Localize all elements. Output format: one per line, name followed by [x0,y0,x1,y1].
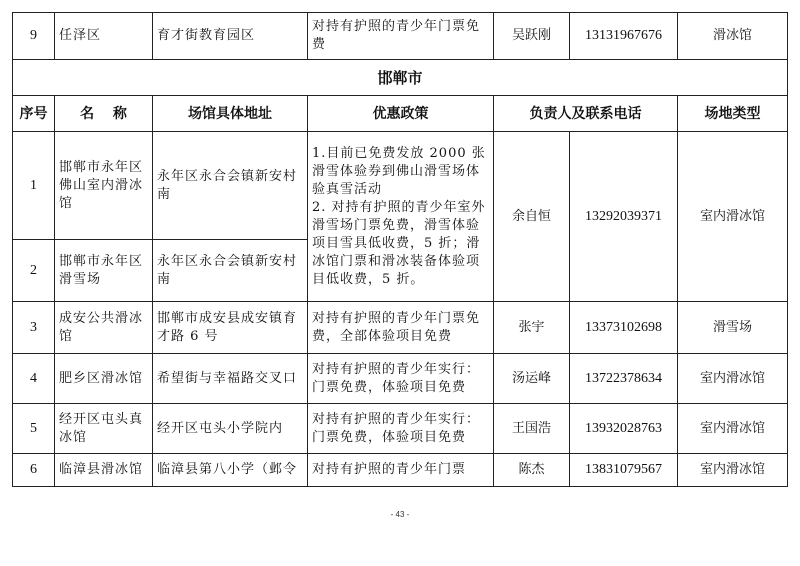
contact-person: 张宇 [494,302,570,354]
table-row [13,132,788,240]
table-row [13,302,788,354]
header-type: 场地类型 [678,96,788,132]
table-row [13,354,788,404]
region-title: 邯郸市 [13,60,788,96]
venue-name: 任泽区 [55,13,153,60]
contact-phone: 13722378634 [570,354,678,404]
contact-person: 王国浩 [494,404,570,454]
venue-address: 经开区屯头小学院内 [153,404,308,454]
venue-name: 邯郸市永年区滑雪场 [55,240,153,302]
venue-name: 成安公共滑冰馆 [55,302,153,354]
table-row [13,454,788,487]
venue-address: 临漳县第八小学（邺令 [153,454,308,487]
venue-address: 邯郸市成安县成安镇育才路 6 号 [153,302,308,354]
discount-policy [308,132,494,302]
discount-policy: 对持有护照的青少年门票免费，全部体验项目免费 [308,302,494,354]
row-number: 5 [13,404,55,454]
header-policy: 优惠政策 [308,96,494,132]
venue-address: 育才街教育园区 [153,13,308,60]
venue-table [12,12,788,487]
contact-phone: 13292039371 [570,132,678,302]
contact-phone: 13831079567 [570,454,678,487]
table-row [13,13,788,60]
venue-name: 肥乡区滑冰馆 [55,354,153,404]
row-number: 1 [13,132,55,240]
row-number: 3 [13,302,55,354]
table-row [13,404,788,454]
venue-address: 永年区永合会镇新安村南 [153,132,308,240]
venue-type: 室内滑冰馆 [678,354,788,404]
policy-line: 1.目前已免费发放 2000 张滑雪体验券到佛山滑雪场体验真雪活动 [312,145,486,197]
row-number: 6 [13,454,55,487]
venue-address: 永年区永合会镇新安村南 [153,240,308,302]
header-name: 名 称 [55,96,153,132]
row-number: 4 [13,354,55,404]
document-page [12,12,787,487]
venue-type: 室内滑冰馆 [678,132,788,302]
venue-name: 邯郸市永年区佛山室内滑冰馆 [55,132,153,240]
row-number: 2 [13,240,55,302]
contact-person: 吴跃刚 [494,13,570,60]
contact-phone: 13373102698 [570,302,678,354]
policy-line: 2. 对持有护照的青少年室外滑雪场门票免费，滑雪体验项目雪具低收费，5 折；滑冰馆门票和滑冰装备体验项目低收费，5 折。 [312,199,486,287]
venue-name: 经开区屯头真冰馆 [55,404,153,454]
venue-type: 室内滑冰馆 [678,454,788,487]
contact-person: 陈杰 [494,454,570,487]
contact-phone: 13131967676 [570,13,678,60]
contact-phone: 13932028763 [570,404,678,454]
venue-type: 滑雪场 [678,302,788,354]
contact-person: 余自恒 [494,132,570,302]
region-row [13,60,788,96]
discount-policy: 对持有护照的青少年门票 [308,454,494,487]
discount-policy: 对持有护照的青少年门票免费 [308,13,494,60]
discount-policy: 对持有护照的青少年实行：门票免费，体验项目免费 [308,354,494,404]
header-address: 场馆具体地址 [153,96,308,132]
venue-address: 希望街与幸福路交叉口 [153,354,308,404]
header-row [13,96,788,132]
venue-name: 临漳县滑冰馆 [55,454,153,487]
venue-type: 滑冰馆 [678,13,788,60]
row-number: 9 [13,13,55,60]
header-no: 序号 [13,96,55,132]
discount-policy: 对持有护照的青少年实行：门票免费，体验项目免费 [308,404,494,454]
page-number: - 43 - [390,510,410,519]
contact-person: 汤运峰 [494,354,570,404]
header-contact: 负责人及联系电话 [494,96,678,132]
venue-type: 室内滑冰馆 [678,404,788,454]
